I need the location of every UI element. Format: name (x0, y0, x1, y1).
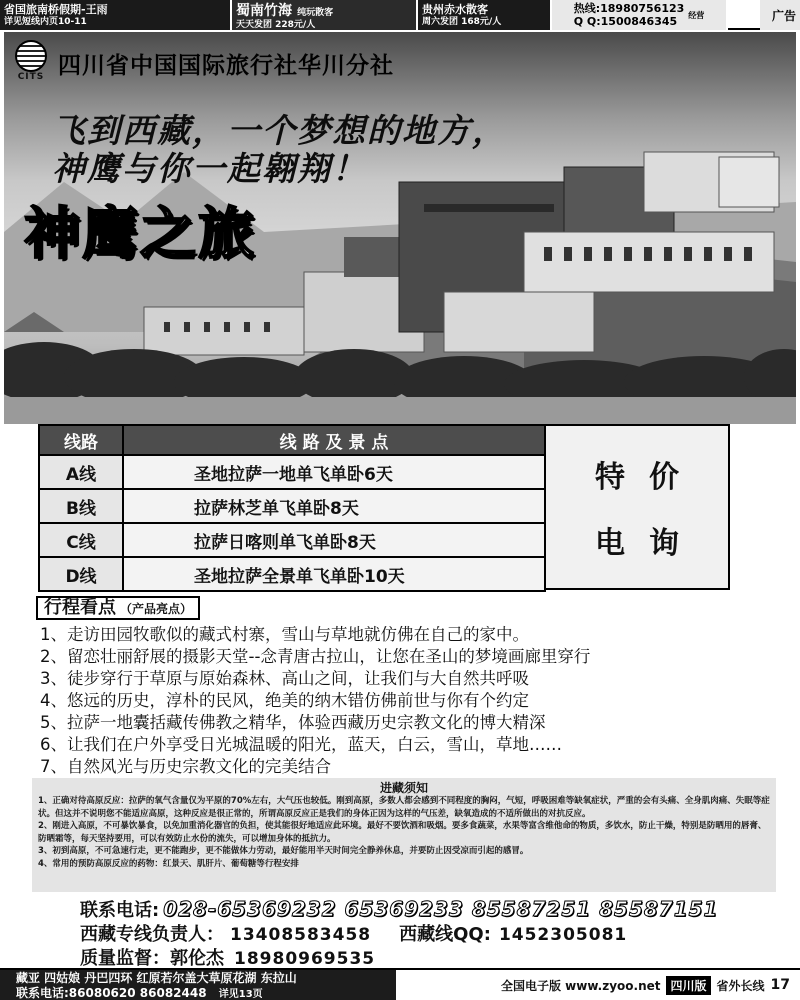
route-section (38, 424, 730, 590)
notice-paragraph: 1、正确对待高原反应：拉萨的氧气含量仅为平原的70%左右，大气压也较低。刚到高原，多数人都会感到不同程度的胸闷，气短，呼吸困难等缺氧症状，严重的会有头痛、全身肌肉痛、失眠等症状。但这并不说明您不能适应高原，这种反应是很正常的，所谓高原反应正是我们的身体正因为这样的气压差，缺氧造成的不适所做出的对抗反应。 (38, 796, 770, 819)
qq-label: 西藏线QQ: (399, 924, 491, 945)
page-footer (0, 968, 800, 1000)
footer-ad-routes: 藏亚 四姑娘 丹巴四环 红原若尔盖大草原花湖 东拉山 (16, 971, 297, 985)
strip-ad-bamboo-sub: 纯玩散客 (297, 7, 334, 18)
list-item: 2、留恋壮丽舒展的摄影天堂--念青唐古拉山，让您在圣山的梦境画廊里穿行 (40, 647, 591, 666)
footer-section: 省外长线 (716, 978, 765, 993)
route-desc: 拉萨林芝单飞单卧8天 (123, 489, 545, 523)
supervisor-row (80, 944, 760, 968)
table-row (39, 455, 545, 489)
tibet-travel-notice (32, 778, 776, 892)
table-row (39, 489, 545, 523)
price-special: 特价 (595, 460, 703, 495)
slogan-line-2: 神鹰与你一起翱翔！ (52, 149, 367, 188)
strip-ad-chishui (418, 0, 552, 30)
header-route-desc: 线 路 及 景 点 (123, 425, 545, 455)
route-table-header (39, 425, 545, 455)
hero-banner (4, 32, 796, 424)
footer-meta (396, 970, 800, 1000)
notice-paragraph: 2、刚进入高原，不可暴饮暴食，以免加重消化器官的负担，使其能很好地适应此环境。最好不要饮酒和吸烟。要多食蔬菜，水果等富含维他命的物质，多饮水，防止干燥，特别是防晒用的唇膏、防晒霜等，每天坚持要用，可以有效防止水份的流失，可以增加身体的抵抗力。 (38, 821, 767, 844)
page-number: 17 (770, 977, 790, 993)
agency-name: 四川省中国国际旅行社华川分社 (58, 51, 394, 79)
footer-edition: 四川版 (666, 976, 710, 995)
footer-site: 全国电子版 www.zyoo.net (500, 978, 661, 993)
route-table (38, 424, 546, 592)
highlights-heading (36, 596, 200, 620)
table-row (39, 557, 545, 591)
strip-ad-chishui-title: 贵州赤水散客 (422, 2, 488, 16)
table-row (39, 523, 545, 557)
globe-icon (15, 40, 47, 72)
strip-ad-bamboo-title: 蜀南竹海 (236, 2, 292, 19)
route-desc: 圣地拉萨一地单飞单卧6天 (123, 455, 545, 489)
price-inquiry: 电询 (595, 526, 703, 561)
list-item: 5、拉萨一地囊括藏传佛教之精华，体验西藏历史宗教文化的博大精深 (40, 713, 546, 732)
contact-info (80, 896, 760, 968)
notice-title: 进藏须知 (379, 781, 428, 795)
manager-row (80, 920, 760, 944)
strip-tag: 经营 (688, 10, 705, 20)
strip-qq: Q Q:1500846345 (573, 15, 678, 28)
strip-hotline: 热线:18980756123 (573, 2, 685, 15)
contact-phone-row (80, 896, 760, 920)
manager-label: 西藏专线负责人： (80, 924, 224, 945)
list-item: 3、徒步穿行于草原与原始森林、高山之间，让我们与大自然共呼吸 (40, 669, 529, 688)
route-code: C线 (39, 523, 123, 557)
highlights-list (40, 624, 760, 778)
supervisor-label: 质量监督： (80, 948, 170, 969)
strip-ad-note: 详见短线内页10-11 (4, 16, 87, 27)
cits-logo (12, 40, 50, 86)
contact-phone-numbers: 028-65369232 65369233 85587251 85587151 (163, 897, 719, 921)
strip-ad-title: 省国旅南桥假期-王雨 (4, 2, 108, 16)
strip-ad-hotline (552, 0, 728, 30)
footer-ad (0, 970, 396, 1000)
top-ad-strip (0, 0, 800, 30)
route-desc: 拉萨日喀则单飞单卧8天 (123, 523, 545, 557)
strip-ad-chishui-price: 周六发团 168元/人 (422, 16, 502, 27)
list-item: 6、让我们在户外享受日光城温暖的阳光，蓝天，白云，雪山，草地…… (40, 735, 562, 754)
manager-phone: 13408583458 (230, 925, 372, 945)
footer-ad-note: 详见13页 (218, 989, 263, 1000)
route-code: B线 (39, 489, 123, 523)
footer-ad-contact (16, 986, 380, 1000)
highlights-title: 行程看点 (44, 597, 116, 618)
route-desc: 圣地拉萨全景单飞单卧10天 (123, 557, 545, 591)
strip-ad-bamboo-price: 天天发团 228元/人 (236, 19, 316, 30)
footer-ad-phone: 联系电话:86080620 86082448 (16, 986, 207, 1000)
notice-paragraph: 3、初到高原，不可急速行走，更不能跑步，更不能做体力劳动，最好能用半天时间完全静养休息，并要防止因受凉而引起的感冒。 (38, 846, 529, 856)
route-code: A线 (39, 455, 123, 489)
list-item: 4、悠远的历史，淳朴的民风，绝美的纳木错仿佛前世与你有个约定 (40, 691, 529, 710)
supervisor-phone: 18980969535 (234, 949, 376, 969)
cits-logo-text: CITS (17, 72, 45, 82)
header-route-code: 线路 (39, 425, 123, 455)
qq-value: 1452305081 (498, 925, 628, 945)
highlights-subtitle: （产品亮点） (120, 602, 193, 616)
main-title: 神鹰之旅 (24, 201, 256, 267)
strip-ad-bamboo (232, 0, 418, 30)
agency-header (12, 40, 394, 86)
slogan-line-1: 飞到西藏，一个梦想的地方， (52, 111, 507, 150)
list-item: 7、自然风光与历史宗教文化的完美结合 (40, 757, 331, 776)
list-item: 1、走访田园牧歌似的藏式村寨，雪山与草地就仿佛在自己的家中。 (40, 625, 529, 644)
slogan (52, 112, 507, 188)
notice-paragraph: 4、常用的预防高原反应的药物：红景天、肌肝片、葡萄糖等行程安排 (38, 858, 299, 869)
contact-phone-label: 联系电话: (80, 900, 160, 921)
strip-ad-nanqiao (0, 0, 232, 30)
ad-label: 广告 (760, 0, 800, 30)
route-code: D线 (39, 557, 123, 591)
supervisor-name: 郭伦杰 (170, 948, 224, 969)
price-box (546, 424, 730, 590)
